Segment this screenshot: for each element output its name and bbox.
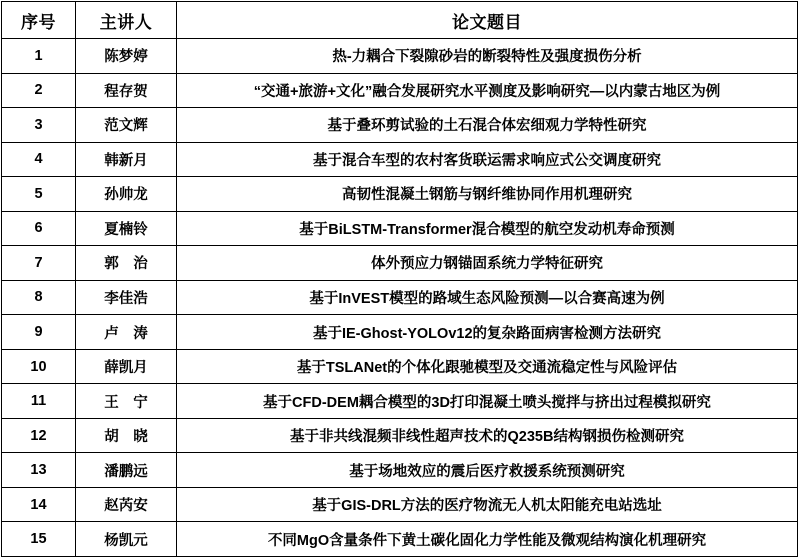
table-body bbox=[2, 39, 798, 557]
cell-serial-number: 8 bbox=[2, 280, 76, 315]
header-row bbox=[2, 2, 798, 39]
cell-serial-number: 1 bbox=[2, 39, 76, 74]
cell-speaker-name: 王 宁 bbox=[76, 384, 177, 419]
cell-speaker-name: 韩新月 bbox=[76, 142, 177, 177]
table-row bbox=[2, 522, 798, 557]
cell-serial-number: 3 bbox=[2, 108, 76, 143]
cell-paper-title: 基于GIS-DRL方法的医疗物流无人机太阳能充电站选址 bbox=[177, 487, 798, 522]
cell-paper-title: 基于BiLSTM-Transformer混合模型的航空发动机寿命预测 bbox=[177, 211, 798, 246]
cell-speaker-name: 程存贺 bbox=[76, 73, 177, 108]
cell-serial-number: 2 bbox=[2, 73, 76, 108]
cell-paper-title: 基于场地效应的震后医疗救援系统预测研究 bbox=[177, 453, 798, 488]
header-cell-speaker: 主讲人 bbox=[76, 2, 177, 39]
cell-serial-number: 11 bbox=[2, 384, 76, 419]
cell-speaker-name: 卢 涛 bbox=[76, 315, 177, 350]
table-row bbox=[2, 487, 798, 522]
cell-speaker-name: 赵芮安 bbox=[76, 487, 177, 522]
table-row bbox=[2, 349, 798, 384]
cell-serial-number: 5 bbox=[2, 177, 76, 212]
cell-paper-title: 热-力耦合下裂隙砂岩的断裂特性及强度损伤分析 bbox=[177, 39, 798, 74]
cell-serial-number: 9 bbox=[2, 315, 76, 350]
header-cell-title: 论文题目 bbox=[177, 2, 798, 39]
cell-speaker-name: 薛凯月 bbox=[76, 349, 177, 384]
cell-paper-title: 不同MgO含量条件下黄土碳化固化力学性能及微观结构演化机理研究 bbox=[177, 522, 798, 557]
cell-serial-number: 14 bbox=[2, 487, 76, 522]
cell-speaker-name: 孙帅龙 bbox=[76, 177, 177, 212]
table-row bbox=[2, 246, 798, 281]
table-row bbox=[2, 177, 798, 212]
cell-speaker-name: 夏楠铃 bbox=[76, 211, 177, 246]
cell-speaker-name: 陈梦婷 bbox=[76, 39, 177, 74]
table-header bbox=[2, 2, 798, 39]
cell-speaker-name: 潘鹏远 bbox=[76, 453, 177, 488]
paper-presentation-table bbox=[1, 1, 798, 557]
cell-paper-title: “交通+旅游+文化”融合发展研究水平测度及影响研究—以内蒙古地区为例 bbox=[177, 73, 798, 108]
cell-speaker-name: 范文辉 bbox=[76, 108, 177, 143]
table-row bbox=[2, 280, 798, 315]
table-row bbox=[2, 418, 798, 453]
cell-paper-title: 基于叠环剪试验的土石混合体宏细观力学特性研究 bbox=[177, 108, 798, 143]
cell-paper-title: 基于TSLANet的个体化跟驰模型及交通流稳定性与风险评估 bbox=[177, 349, 798, 384]
table-row bbox=[2, 384, 798, 419]
table-row bbox=[2, 453, 798, 488]
cell-paper-title: 体外预应力钢锚固系统力学特征研究 bbox=[177, 246, 798, 281]
cell-paper-title: 基于IE-Ghost-YOLOv12的复杂路面病害检测方法研究 bbox=[177, 315, 798, 350]
cell-speaker-name: 李佳浩 bbox=[76, 280, 177, 315]
table-row bbox=[2, 142, 798, 177]
table-row bbox=[2, 73, 798, 108]
cell-serial-number: 12 bbox=[2, 418, 76, 453]
cell-paper-title: 基于CFD-DEM耦合模型的3D打印混凝土喷头搅拌与挤出过程模拟研究 bbox=[177, 384, 798, 419]
cell-serial-number: 7 bbox=[2, 246, 76, 281]
table-row bbox=[2, 211, 798, 246]
cell-serial-number: 6 bbox=[2, 211, 76, 246]
cell-speaker-name: 郭 治 bbox=[76, 246, 177, 281]
cell-speaker-name: 胡 晓 bbox=[76, 418, 177, 453]
cell-serial-number: 4 bbox=[2, 142, 76, 177]
cell-paper-title: 高韧性混凝土钢筋与钢纤维协同作用机理研究 bbox=[177, 177, 798, 212]
header-cell-no: 序号 bbox=[2, 2, 76, 39]
table-row bbox=[2, 315, 798, 350]
cell-serial-number: 13 bbox=[2, 453, 76, 488]
cell-paper-title: 基于InVEST模型的路域生态风险预测—以合赛高速为例 bbox=[177, 280, 798, 315]
cell-serial-number: 15 bbox=[2, 522, 76, 557]
cell-speaker-name: 杨凯元 bbox=[76, 522, 177, 557]
table-row bbox=[2, 108, 798, 143]
cell-paper-title: 基于混合车型的农村客货联运需求响应式公交调度研究 bbox=[177, 142, 798, 177]
cell-serial-number: 10 bbox=[2, 349, 76, 384]
cell-paper-title: 基于非共线混频非线性超声技术的Q235B结构钢损伤检测研究 bbox=[177, 418, 798, 453]
table-row bbox=[2, 39, 798, 74]
